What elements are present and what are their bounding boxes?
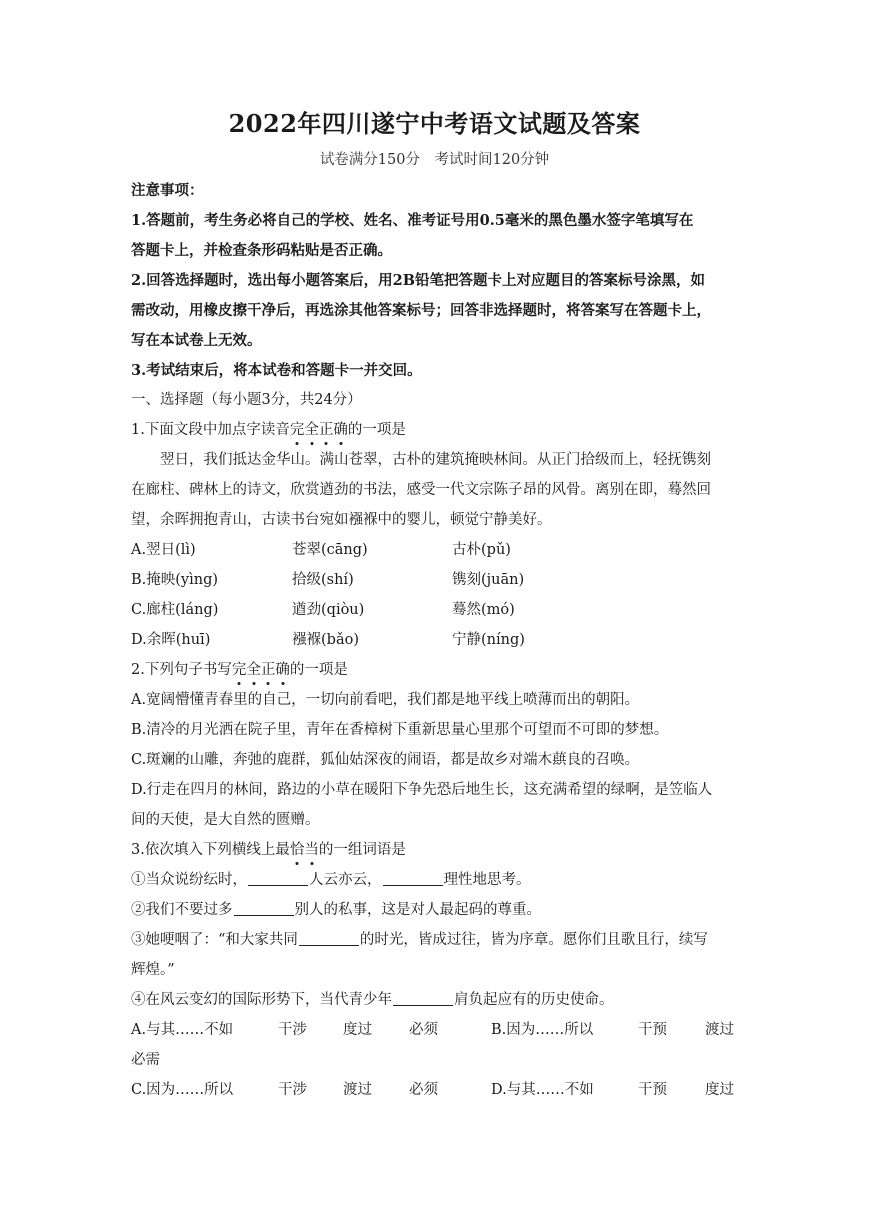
stem-text: 2.下列句子书写 (131, 662, 232, 678)
q2-option-b: B.清冷的月光洒在院子里，青年在香樟树下重新思量心里那个可望而不可即的梦想。 (131, 722, 669, 738)
q3-option-c-3: 渡过 (343, 1082, 372, 1098)
q3-option-b-3: 渡过 (705, 1022, 734, 1038)
passage-line: 望，余晖拥抱青山，古读书台宛如襁褓中的婴儿，顿觉宁静美好。 (131, 512, 552, 528)
stem-text: 的一项是 (289, 662, 348, 678)
emphasis-char: 正 (318, 422, 334, 438)
q3-option-b-1: B.因为……所以 (491, 1022, 594, 1038)
option-d-2: 襁褓(bǎo) (292, 632, 359, 648)
fill-blank[interactable] (299, 931, 359, 946)
option-a-2: 苍翠(cāng) (292, 542, 368, 558)
q3-option-a-2: 干涉 (278, 1022, 307, 1038)
option-c-2: 遒劲(qiòu) (292, 602, 365, 618)
q3-sentence-3 (131, 930, 708, 950)
q3-option-d-2: 干预 (638, 1082, 667, 1098)
fill-blank[interactable] (248, 871, 308, 886)
sentence-text: 理性地思考。 (443, 872, 531, 888)
option-c-1: C.廊柱(láng) (131, 602, 219, 618)
fill-blank[interactable] (234, 901, 294, 916)
page-subtitle: 试卷满分150分 考试时间120分钟 (319, 152, 550, 168)
sentence-text: ②我们不要过多 (131, 902, 233, 918)
emphasis-char: 完 (231, 662, 247, 678)
q3-sentence-2 (131, 900, 541, 920)
stem-text: 的一组词语是 (318, 842, 406, 858)
emphasis-char: 全 (246, 662, 261, 678)
notice-line: 3.考试结束后，将本试卷和答题卡一并交回。 (131, 362, 422, 379)
notice-heading: 注意事项： (131, 182, 204, 199)
fill-blank[interactable] (383, 871, 443, 886)
notice-line: 需改动，用橡皮擦干净后，再选涂其他答案标号；回答非选择题时，将答案写在答题卡上， (131, 302, 711, 319)
option-b-2: 拾级(shí) (292, 572, 354, 588)
option-b-1: B.掩映(yìng) (131, 572, 219, 588)
question-3-stem (131, 840, 406, 860)
question-2-stem (131, 660, 348, 680)
passage-line: 翌日，我们抵达金华山。满山苍翠，古朴的建筑掩映林间。从正门拾级而上，轻抚镌刻 (160, 452, 711, 468)
option-d-3: 宁静(níng) (452, 632, 525, 648)
q2-option-d: D.行走在四月的林间，路边的小草在暖阳下争先恐后地生长，这充满希望的绿啊，是笠临人 (131, 782, 713, 798)
sentence-text: 人云亦云， (309, 872, 382, 888)
stem-text: 的一项是 (347, 422, 406, 438)
emphasis-char: 全 (304, 422, 319, 438)
option-c-3: 蓦然(mó) (452, 602, 515, 618)
q3-option-d-1: D.与其……不如 (491, 1082, 594, 1098)
q3-option-b-2: 干预 (638, 1022, 667, 1038)
emphasis-char: 确 (333, 422, 348, 438)
q3-sentence-3-cont: 辉煌。” (131, 962, 175, 978)
sentence-text: ④在风云变幻的国际形势下，当代青少年 (131, 992, 392, 1008)
page-title: 2022年四川遂宁中考语文试题及答案 (228, 109, 641, 138)
q3-option-a-3: 度过 (343, 1022, 372, 1038)
emphasis-char: 当 (304, 842, 319, 858)
passage-line: 在廊柱、碑林上的诗文，欣赏遒劲的书法，感受一代文宗陈子昂的风骨。离别在即，蓦然回 (131, 482, 711, 498)
stem-text: 1.下面文段中加点字读音 (131, 422, 290, 438)
emphasis-char: 完 (289, 422, 305, 438)
sentence-text: ③她哽咽了：“和大家共同 (131, 932, 298, 948)
q3-option-a-4: 必须 (409, 1022, 438, 1038)
notice-line: 1.答题前，考生务必将自己的学校、姓名、准考证号用0.5毫米的黑色墨水签字笔填写在 (131, 212, 694, 229)
notice-line: 2.回答选择题时，选出每小题答案后，用2B铅笔把答题卡上对应题目的答案标号涂黑，如 (131, 272, 705, 289)
q2-option-a: A.宽阔懵懂青春里的自己，一切向前看吧，我们都是地平线上喷薄而出的朝阳。 (131, 692, 640, 708)
q2-option-d-cont: 间的天使，是大自然的匮赠。 (131, 812, 320, 828)
notice-line: 答题卡上，并检查条形码粘贴是否正确。 (131, 242, 392, 259)
q3-option-c-4: 必须 (409, 1082, 438, 1098)
q2-option-c: C.斑斓的山雕，奔弛的鹿群，狐仙姑深夜的闹语，都是故乡对端木蕻良的召唤。 (131, 752, 640, 768)
notice-line: 写在本试卷上无效。 (131, 332, 262, 349)
emphasis-char: 确 (275, 662, 290, 678)
section-heading: 一、选择题（每小题3分，共24分） (131, 392, 362, 408)
emphasis-char: 正 (260, 662, 276, 678)
stem-text: 3.依次填入下列横线上最 (131, 842, 290, 858)
q3-sentence-1 (131, 870, 531, 890)
sentence-text: 肩负起应有的历史使命。 (454, 992, 614, 1008)
q3-option-c-1: C.因为……所以 (131, 1082, 234, 1098)
sentence-text: ①当众说纷纭时， (131, 872, 247, 888)
q3-option-a-1: A.与其……不如 (131, 1022, 234, 1038)
question-1-stem (131, 420, 406, 440)
sentence-text: 的时光，皆成过往，皆为序章。愿你们且歌且行，续写 (359, 932, 708, 948)
option-b-3: 镌刻(juān) (452, 572, 525, 588)
sentence-text: 别人的私事，这是对人最起码的尊重。 (294, 902, 541, 918)
q3-option-b-4: 必需 (131, 1052, 160, 1068)
option-d-1: D.余晖(huī) (131, 632, 211, 648)
fill-blank[interactable] (393, 991, 453, 1006)
emphasis-char: 恰 (289, 842, 305, 858)
option-a-1: A.翌日(lì) (131, 542, 196, 558)
q3-sentence-4 (131, 990, 614, 1010)
q3-option-d-3: 度过 (705, 1082, 734, 1098)
q3-option-c-2: 干涉 (278, 1082, 307, 1098)
option-a-3: 古朴(pǔ) (452, 542, 511, 558)
